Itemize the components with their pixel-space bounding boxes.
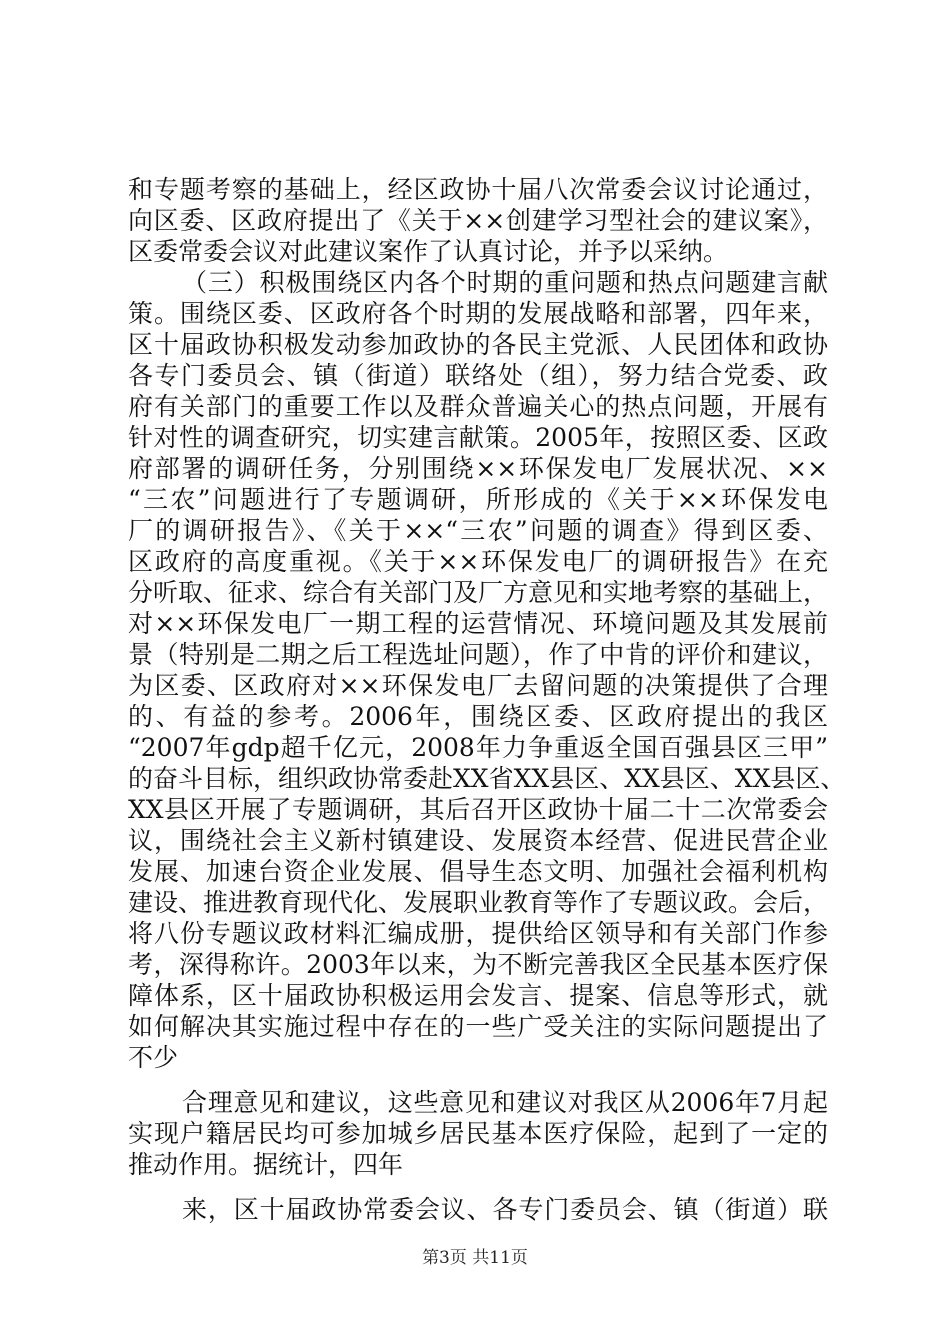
text-line: 和专题考察的基础上，经区政协十届八次常委会议讨论通过， <box>128 175 828 204</box>
page-number-footer: 第3页 共11页 <box>422 1248 528 1268</box>
text-line: 府有关部门的重要工作以及群众普遍关心的热点问题，开展有 <box>128 392 828 421</box>
text-line: 障体系，区十届政协积极运用会发言、提案、信息等形式，就 <box>128 981 828 1010</box>
text-line: 策。围绕区委、区政府各个时期的发展战略和部署，四年来， <box>128 299 828 328</box>
text-line: 如何解决其实施过程中存在的一些广受关注的实际问题提出了 <box>128 1012 828 1041</box>
text-line: 对××环保发电厂一期工程的运营情况、环境问题及其发展前 <box>128 609 828 638</box>
text-line: “2007年gdp超千亿元，2008年力争重返全国百强县区三甲” <box>128 733 828 762</box>
text-line: 区委常委会议对此建议案作了认真讨论，并予以采纳。 <box>128 237 729 266</box>
text-line: 针对性的调查研究，切实建言献策。2005年，按照区委、区政 <box>128 423 828 452</box>
text-line: 议，围绕社会主义新村镇建设、发展资本经营、促进民营企业 <box>128 826 828 855</box>
text-line: 分听取、征求、综合有关部门及厂方意见和实地考察的基础上， <box>128 578 829 607</box>
text-line: 府部署的调研任务，分别围绕××环保发电厂发展状况、×× <box>128 454 828 483</box>
text-line: 推动作用。据统计，四年 <box>128 1150 404 1179</box>
text-line: “三农”问题进行了专题调研，所形成的《关于××环保发电 <box>128 485 828 514</box>
text-line: 景（特别是二期之后工程选址问题），作了中肯的评价和建议， <box>128 640 828 669</box>
text-line: 区十届政协积极发动参加政协的各民主党派、人民团体和政协 <box>128 330 828 359</box>
text-line: 为区委、区政府对××环保发电厂去留问题的决策提供了合理 <box>128 671 828 700</box>
text-line: 各专门委员会、镇（街道）联络处（组），努力结合党委、政 <box>128 361 828 390</box>
paragraph-start-line: 合理意见和建议，这些意见和建议对我区从2006年7月起 <box>182 1088 828 1117</box>
paragraph-start-line: 来，区十届政协常委会议、各专门委员会、镇（街道）联 <box>182 1195 828 1224</box>
text-line: 实现户籍居民均可参加城乡居民基本医疗保险，起到了一定的 <box>128 1119 828 1148</box>
text-line: 区政府的高度重视。《关于××环保发电厂的调研报告》在充 <box>128 547 828 576</box>
text-line: 不少 <box>128 1043 179 1072</box>
text-line: 考，深得称许。2003年以来，为不断完善我区全民基本医疗保 <box>128 950 828 979</box>
text-line: 建设、推进教育现代化、发展职业教育等作了专题议政。会后， <box>128 888 829 917</box>
text-line: 将八份专题议政材料汇编成册，提供给区领导和有关部门作参 <box>128 919 828 948</box>
text-line: 的奋斗目标，组织政协常委赴XX省XX县区、XX县区、XX县区、 <box>128 764 846 793</box>
text-line: 的、有益的参考。2006年，围绕区委、区政府提出的我区 <box>128 702 828 731</box>
text-line: 厂的调研报告》、《关于××“三农”问题的调查》得到区委、 <box>128 516 828 545</box>
text-line: XX县区开展了专题调研，其后召开区政协十届二十二次常委会 <box>128 795 828 824</box>
text-line: 发展、加速台资企业发展、倡导生态文明、加强社会福利机构 <box>128 857 828 886</box>
paragraph-start-line: （三）积极围绕区内各个时期的重问题和热点问题建言献 <box>182 268 828 297</box>
document-body <box>128 174 846 1225</box>
text-line: 向区委、区政府提出了《关于××创建学习型社会的建议案》， <box>128 206 828 235</box>
